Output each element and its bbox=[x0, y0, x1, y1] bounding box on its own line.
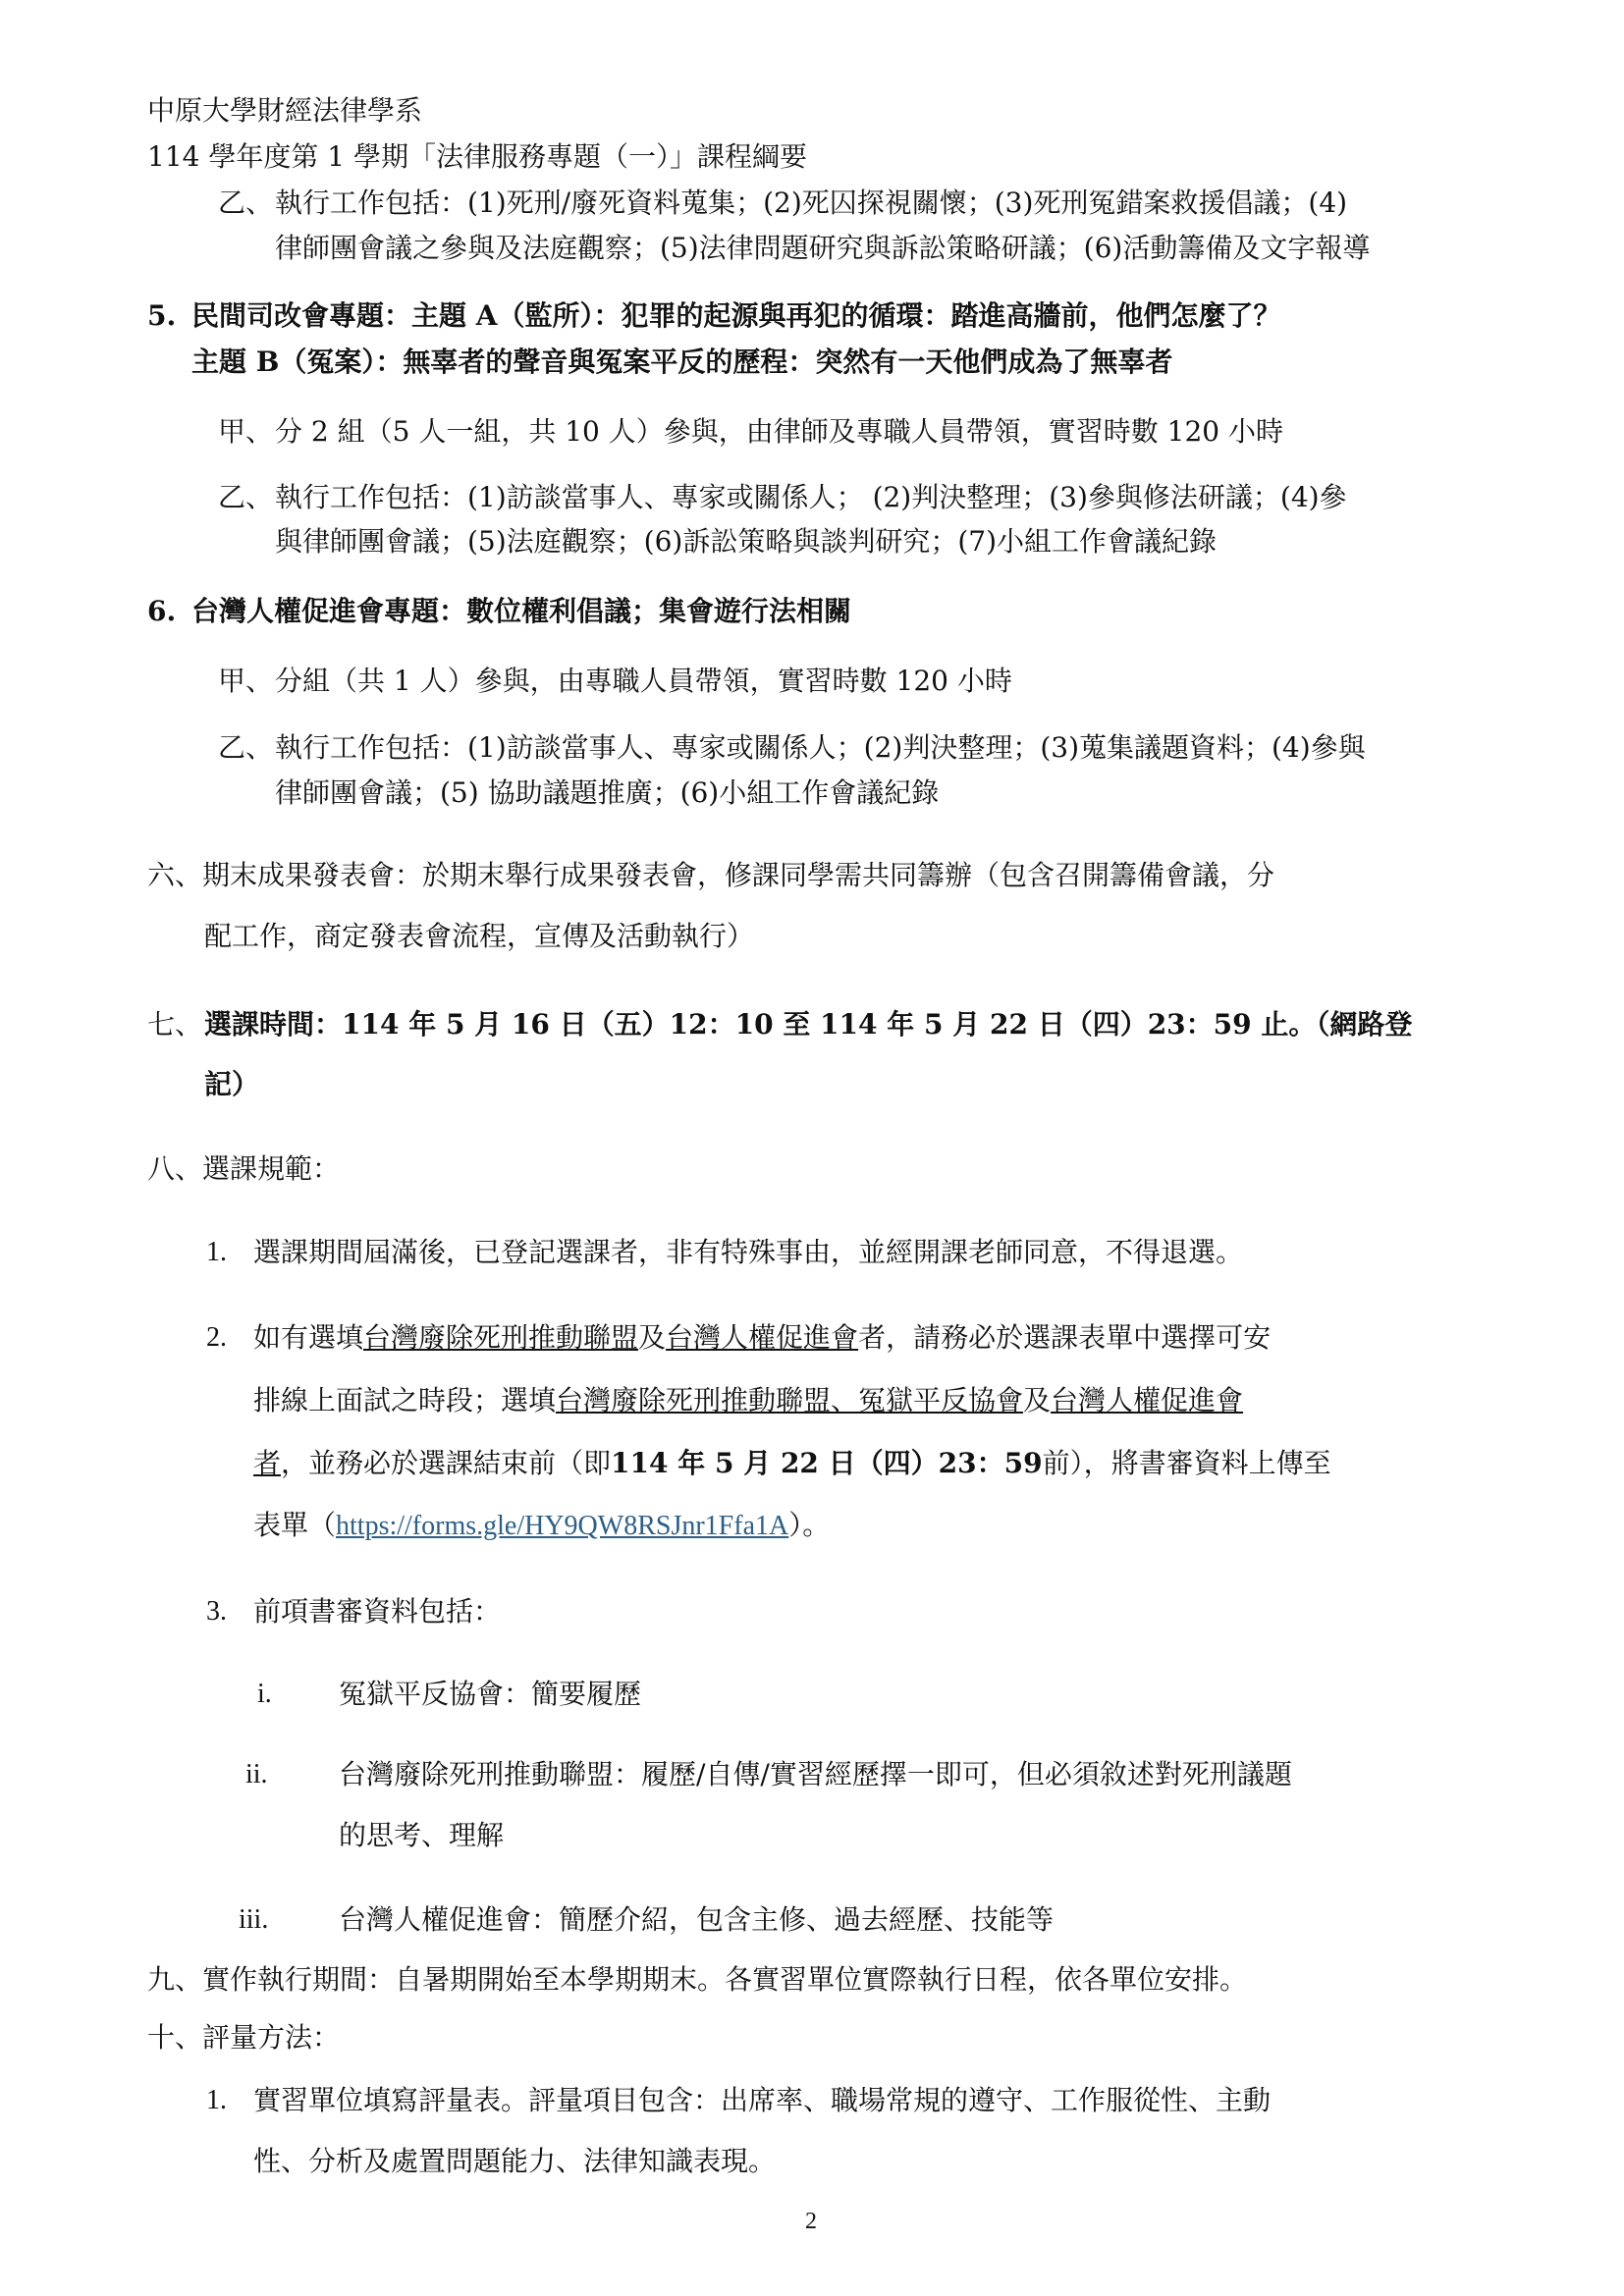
sec5-yi-line2: 與律師團會議；(5)法庭觀察；(6)訴訟策略與談判研究；(7)小組工作會議紀錄 bbox=[275, 525, 1217, 558]
text-run: ）。 bbox=[788, 1509, 831, 1541]
sec6-title: 台灣人權促進會專題：數位權利倡議；集會遊行法相關 bbox=[191, 595, 852, 627]
sec6-yi-line2: 律師團會議；(5) 協助議題推廣；(6)小組工作會議紀錄 bbox=[275, 776, 940, 809]
sec4-yi-line2: 律師團會議之參與及法庭觀察；(5)法律問題研究與訴訟策略研議；(6)活動籌備及文字報導 bbox=[275, 232, 1371, 264]
shi-item1-line2: 性、分析及處置問題能力、法律知識表現。 bbox=[253, 2145, 777, 2177]
ba-item2-line3 bbox=[253, 1447, 1331, 1479]
sec5-yi-line1: 執行工作包括：(1)訪談當事人、專家或關係人； (2)判決整理；(3)參與修法研議；(4)參 bbox=[275, 481, 1347, 513]
ba-item1-number: 1. bbox=[206, 1237, 227, 1267]
shi-title: 十、評量方法： bbox=[147, 2021, 341, 2054]
ba-item3-sub2-number: ii. bbox=[245, 1759, 268, 1789]
org-name-tadp-tipa: 台灣廢除死刑推動聯盟、冤獄平反協會 bbox=[556, 1384, 1024, 1416]
ba-item3-number: 3. bbox=[206, 1596, 227, 1627]
ba-item3-sub2-line2: 的思考、理解 bbox=[339, 1819, 505, 1851]
sec5-title-line1: 民間司改會專題：主題 A（監所）：犯罪的起源與再犯的循環：踏進高牆前，他們怎麼了？ bbox=[191, 299, 1281, 332]
ba-item2-number: 2. bbox=[206, 1322, 227, 1353]
shi-item1-line1: 實習單位填寫評量表。評量項目包含：出席率、職場常規的遵守、工作服從性、主動 bbox=[253, 2084, 1272, 2116]
sec5-number: 5. bbox=[147, 299, 177, 332]
sec6-yi-marker: 乙、 bbox=[218, 731, 274, 764]
text-run: ，並務必於選課結束前（即 bbox=[281, 1447, 612, 1479]
course-title: 114 學年度第 1 學期「法律服務專題（一）」課程綱要 bbox=[147, 140, 807, 173]
ba-item3-sub2-line1: 台灣廢除死刑推動聯盟：履歷/自傳/實習經歷擇一即可，但必須敘述對死刑議題 bbox=[339, 1758, 1292, 1790]
text-run: 表單（ bbox=[253, 1509, 337, 1541]
ba-item2-line1 bbox=[253, 1321, 1272, 1354]
sec5-jia-marker: 甲、 bbox=[218, 415, 274, 448]
ba-title: 八、選課規範： bbox=[147, 1152, 341, 1185]
text-run: 者 bbox=[253, 1447, 282, 1479]
sec5-title-line2: 主題 B（冤案）：無辜者的聲音與冤案平反的歷程：突然有一天他們成為了無辜者 bbox=[191, 346, 1173, 378]
org-name-tahr: 台灣人權促進會 bbox=[1051, 1384, 1244, 1416]
ba-item3-text: 前項書審資料包括： bbox=[253, 1595, 502, 1628]
jiu-text: 九、實作執行期間：自暑期開始至本學期期末。各實習單位實際執行日程，依各單位安排。 bbox=[147, 1963, 1248, 1996]
text-run: 者，請務必於選課表單中選擇可安 bbox=[858, 1321, 1272, 1354]
sec4-yi-line1: 執行工作包括：(1)死刑/廢死資料蒐集；(2)死囚探視關懷；(3)死刑冤錯案救援倡議；(4) bbox=[275, 187, 1348, 219]
text-run: 及 bbox=[638, 1321, 667, 1354]
text-run: 排線上面試之時段；選填 bbox=[253, 1384, 557, 1416]
shi-item1-number: 1. bbox=[206, 2085, 227, 2115]
ba-item3-sub1-number: i. bbox=[257, 1679, 272, 1709]
sec6-jia-text: 分組（共 1 人）參與，由專職人員帶領，實習時數 120 小時 bbox=[275, 665, 1012, 697]
qi-line2: 記） bbox=[204, 1068, 260, 1100]
page-number: 2 bbox=[805, 2209, 817, 2234]
sec6-number: 6. bbox=[147, 595, 177, 627]
qi-line1: 選課時間：114 年 5 月 16 日（五）12：10 至 114 年 5 月 22 日（四）23：59 止。（網路登 bbox=[204, 1008, 1413, 1041]
ba-item1-text: 選課期間屆滿後，已登記選課者，非有特殊事由，並經開課老師同意，不得退選。 bbox=[253, 1236, 1244, 1268]
org-name-tahr: 台灣人權促進會 bbox=[666, 1321, 859, 1354]
dept-name: 中原大學財經法律學系 bbox=[147, 94, 423, 127]
text-run: 及 bbox=[1023, 1384, 1052, 1416]
form-link[interactable]: https://forms.gle/HY9QW8RSJnr1Ffa1A bbox=[336, 1511, 789, 1541]
sec6-yi-line1: 執行工作包括：(1)訪談當事人、專家或關係人；(2)判決整理；(3)蒐集議題資料；(4)參與 bbox=[275, 731, 1366, 764]
sec5-jia-text: 分 2 組（5 人一組，共 10 人）參與，由律師及專職人員帶領，實習時數 120 小時 bbox=[275, 415, 1284, 448]
text-run: 如有選填 bbox=[253, 1321, 364, 1354]
ba-item3-sub3-number: iii. bbox=[239, 1904, 269, 1935]
sec6-jia-marker: 甲、 bbox=[218, 665, 274, 697]
qi-marker: 七、 bbox=[147, 1008, 203, 1041]
liu-line1: 六、期末成果發表會：於期末舉行成果發表會，修課同學需共同籌辦（包含召開籌備會議，分 bbox=[147, 859, 1275, 891]
text-run: 前），將書審資料上傳至 bbox=[1042, 1447, 1331, 1479]
ba-item2-line2 bbox=[253, 1384, 1244, 1416]
ba-item2-line4 bbox=[253, 1509, 831, 1541]
org-name-tadp: 台灣廢除死刑推動聯盟 bbox=[363, 1321, 639, 1354]
sec4-yi-marker: 乙、 bbox=[218, 187, 274, 219]
ba-item3-sub1-text: 冤獄平反協會：簡要履歷 bbox=[339, 1678, 642, 1710]
deadline-bold: 114 年 5 月 22 日（四）23：59 bbox=[611, 1447, 1043, 1479]
sec5-yi-marker: 乙、 bbox=[218, 481, 274, 513]
ba-item3-sub3-text: 台灣人權促進會：簡歷介紹，包含主修、過去經歷、技能等 bbox=[339, 1903, 1055, 1936]
liu-line2: 配工作，商定發表會流程，宣傳及活動執行） bbox=[204, 920, 755, 952]
